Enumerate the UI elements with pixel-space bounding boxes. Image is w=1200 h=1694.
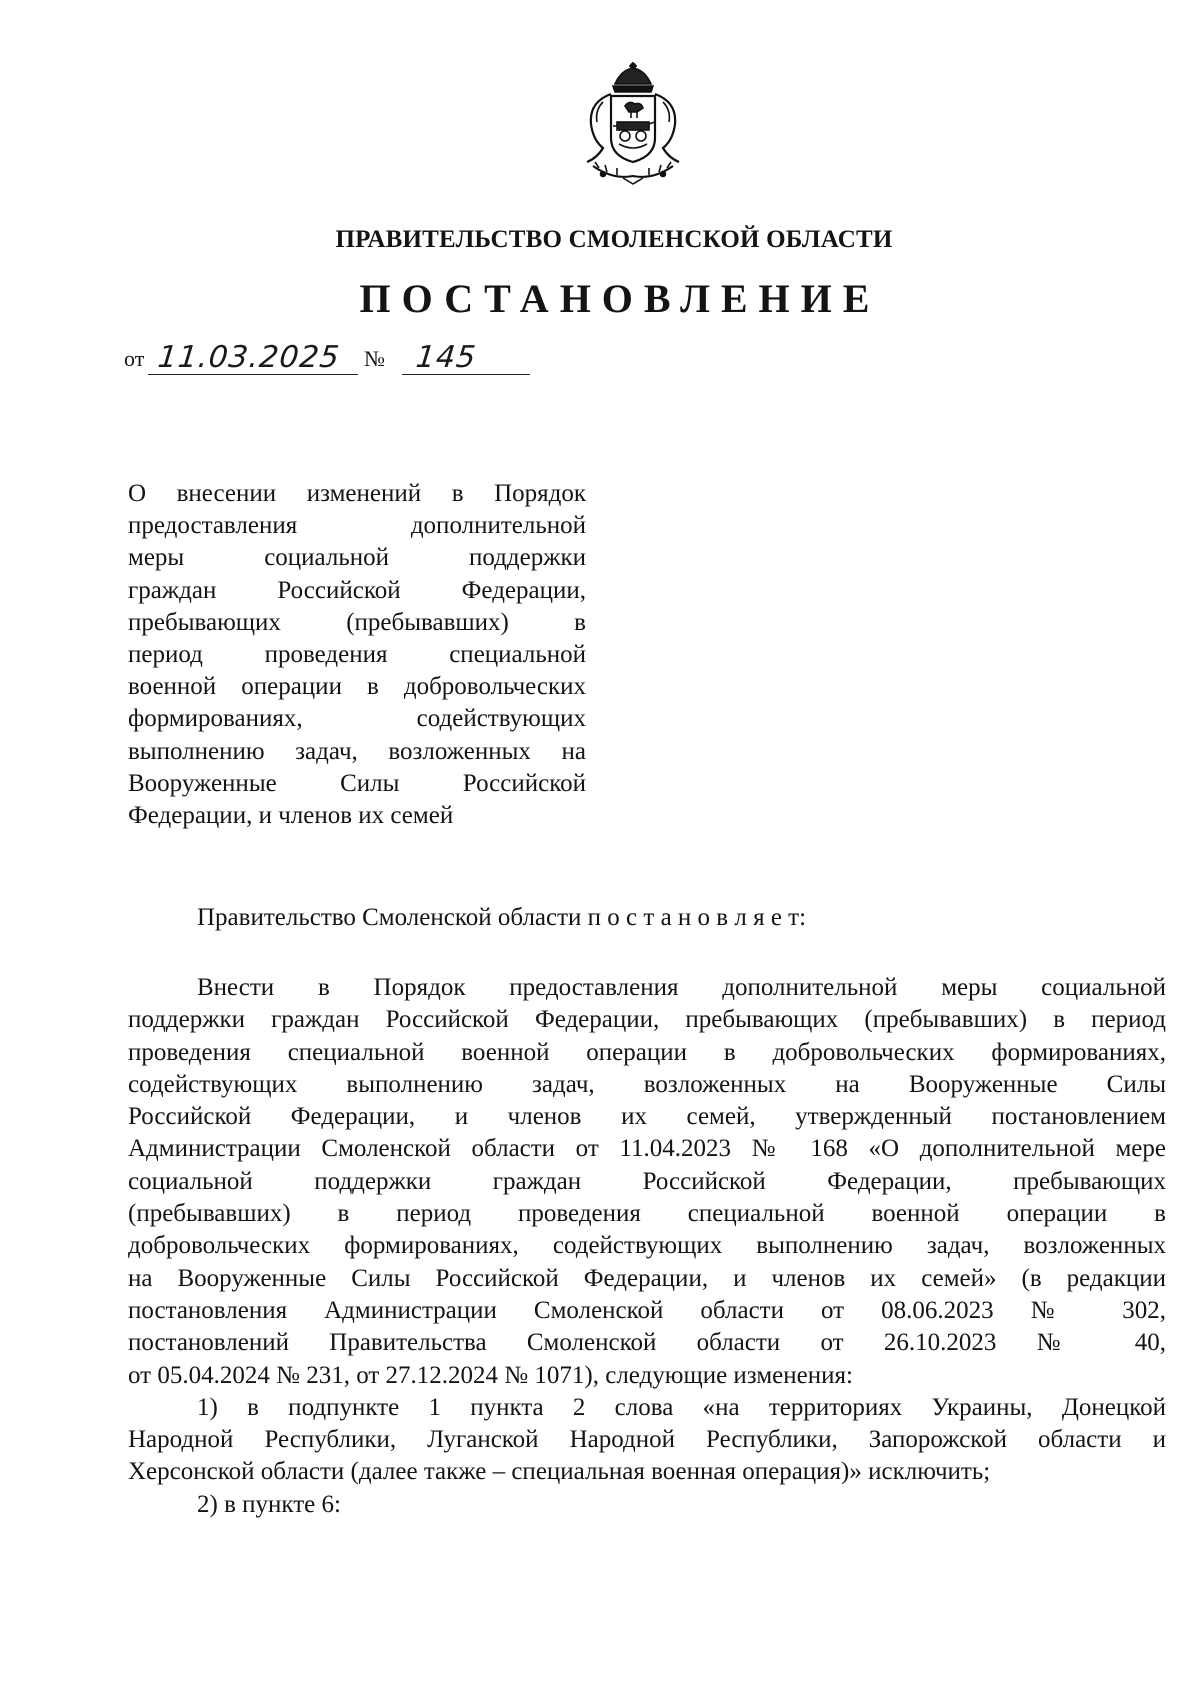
document-body — [128, 972, 1166, 1521]
subject-line: период проведения специальной — [128, 640, 586, 668]
body-line: Российской Федерации, и членов их семей, утвержденный постановлением — [128, 1103, 1166, 1131]
body-line: 1) в подпункте 1 пункта 2 слова «на территориях Украины, Донецкой — [197, 1393, 1166, 1421]
body-line: Внести в Порядок предоставления дополнительной меры социальной — [197, 974, 1166, 1001]
subject-line: О внесении изменений в Порядок — [128, 480, 586, 507]
subject-line: Федерации, и членов их семей — [128, 801, 454, 829]
body-line: Народной Республики, Луганской Народной Республики, Запорожской области и — [128, 1426, 1166, 1454]
body-line: социальной поддержки граждан Российской Федерации, пребывающих — [128, 1167, 1166, 1195]
body-line: Администрации Смоленской области от 11.04.2023 № 168 «О дополнительной мере — [128, 1135, 1166, 1163]
preamble: Правительство Смоленской области п о с т а н о в л я е т: — [197, 904, 807, 931]
number-value: 145 — [414, 340, 479, 375]
body-line: Херсонской области (далее также – специальная военная операция)» исключить; — [128, 1458, 991, 1486]
coat-of-arms-emblem — [573, 62, 693, 185]
subject-line: Вооруженные Силы Российской — [128, 769, 586, 797]
body-line: постановлений Правительства Смоленской области от 26.10.2023 № 40, — [128, 1329, 1166, 1357]
date-value: 11.03.2025 — [156, 340, 342, 375]
body-line: поддержки граждан Российской Федерации, пребывающих (пребывавших) в период — [128, 1006, 1166, 1034]
subject-line: формированиях, содействующих — [128, 705, 586, 733]
organization-name: ПРАВИТЕЛЬСТВО СМОЛЕНСКОЙ ОБЛАСТИ — [335, 226, 893, 253]
subject-line: пребывающих (пребывавших) в — [128, 608, 586, 636]
document-type-title: ПОСТАНОВЛЕНИЕ — [359, 276, 881, 321]
body-line: (пребывавших) в период проведения специальной военной операции в — [128, 1200, 1166, 1228]
body-line: добровольческих формированиях, содействующих выполнению задач, возложенных — [128, 1232, 1166, 1260]
subject-line: выполнению задач, возложенных на — [128, 737, 586, 765]
body-line: проведения специальной военной операции в добровольческих формированиях, — [128, 1038, 1166, 1066]
document-subject — [128, 478, 586, 832]
subject-line: предоставления дополнительной — [128, 512, 586, 540]
subject-line: военной операции в добровольческих — [128, 673, 586, 701]
body-line: от 05.04.2024 № 231, от 27.12.2024 № 1071), следующие изменения: — [128, 1361, 853, 1389]
date-prefix: от — [124, 346, 145, 371]
number-prefix: № — [364, 346, 385, 371]
subject-line: граждан Российской Федерации, — [128, 576, 586, 604]
body-line: постановления Администрации Смоленской области от 08.06.2023 № 302, — [128, 1296, 1166, 1324]
body-line: 2) в пункте 6: — [197, 1490, 341, 1518]
subject-line: меры социальной поддержки — [128, 544, 586, 572]
body-line: на Вооруженные Силы Российской Федерации, и членов их семей» (в редакции — [128, 1264, 1166, 1292]
body-line: содействующих выполнению задач, возложенных на Вооруженные Силы — [128, 1070, 1166, 1098]
